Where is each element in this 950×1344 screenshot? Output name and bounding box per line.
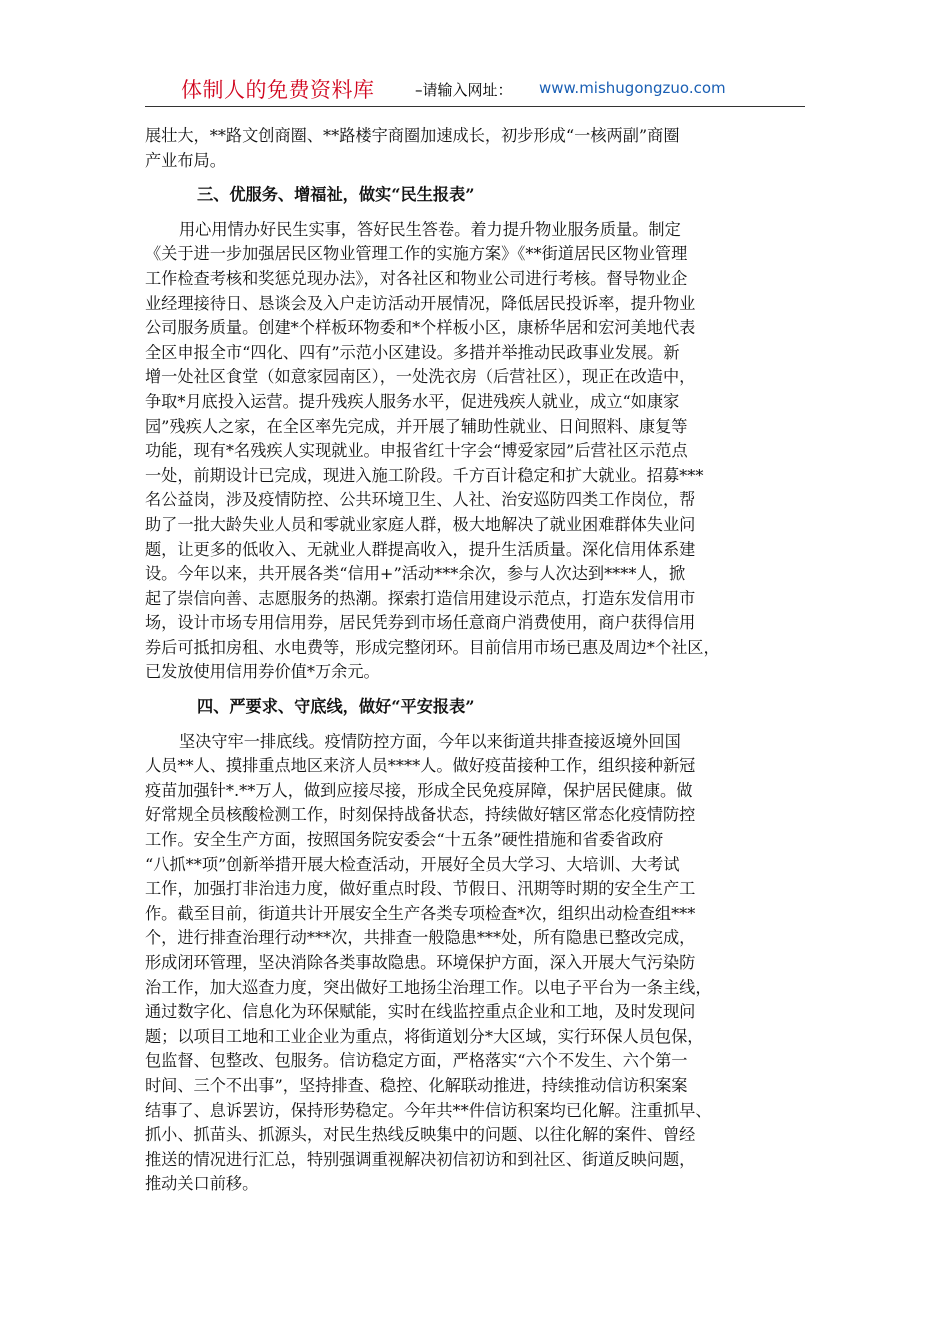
text-line: 公司服务质量。创建*个样板环物委和*个样板小区，康桥华居和宏河美地代表: [145, 318, 696, 338]
text-line: 券后可抵扣房租、水电费等，形成完整闭环。目前信用市场已惠及周边*个社区，: [145, 637, 720, 657]
text-line: 全区申报全市“四化、四有”示范小区建设。多措并举推动民政事业发展。新: [145, 342, 680, 362]
url-prompt: –请输入网址：: [415, 81, 513, 99]
brand-title: 体制人的免费资料库: [181, 78, 375, 102]
text-line: 工作检查考核和奖惩兑现办法》，对各社区和物业公司进行考核。督导物业企: [145, 268, 688, 288]
text-line: “八抓**项”创新举措开展大检查活动，开展好全员大学习、大培训、大考试: [145, 854, 680, 874]
text-line: 包监督、包整改、包服务。信访稳定方面，严格落实“六个不发生、六个第一: [145, 1051, 688, 1071]
text-line: 起了崇信向善、志愿服务的热潮。探索打造信用建设示范点，打造东发信用市: [145, 588, 696, 608]
document-body: [145, 124, 813, 1197]
text-line: 业经理接待日、恳谈会及入户走访活动开展情况，降低居民投诉率，提升物业: [145, 293, 696, 313]
text-line: 好常规全员核酸检测工作，时刻保持战备状态，持续做好辖区常态化疫情防控: [145, 805, 696, 825]
paragraph-section-4: [145, 730, 813, 1197]
text-line: 工作，加强打非治违力度，做好重点时段、节假日、汛期等时期的安全生产工: [145, 879, 696, 899]
text-line: 人员**人、摸排重点地区来济人员****人。做好疫苗接种工作，组织接种新冠: [145, 756, 696, 776]
text-line: 设。今年以来，共开展各类“信用+”活动***余次，参与人次达到****人，掀: [145, 564, 686, 584]
text-line: 用心用情办好民生实事，答好民生答卷。着力提升物业服务质量。制定: [179, 219, 681, 239]
text-line: 推送的情况进行汇总，特别强调重视解决初信初访和到社区、街道反映问题，: [145, 1149, 696, 1169]
text-line: 争取*月底投入运营。提升残疾人服务水平，促进残疾人就业，成立“如康家: [145, 391, 680, 411]
section-heading-3: 三、优服务、增福祉，做实“民生报表”: [197, 185, 475, 205]
text-line: 抓小、抓苗头、抓源头，对民生热线反映集中的问题、以往化解的案件、曾经: [145, 1125, 696, 1145]
page-header: [145, 72, 805, 107]
text-line: 时间、三个不出事”，坚持排查、稳控、化解联动推进，持续推动信访积案案: [145, 1075, 688, 1095]
text-line: 已发放使用信用券价值*万余元。: [145, 662, 380, 682]
text-line: 展壮大，**路文创商圈、**路楼宇商圈加速成长，初步形成“一核两副”商圈: [145, 126, 680, 145]
text-line: 产业布局。: [145, 150, 226, 170]
text-line: 通过数字化、信息化为环保赋能，实时在线监控重点企业和工地，及时发现问: [145, 1002, 696, 1022]
text-line: 坚决守牢一排底线。疫情防控方面，今年以来街道共排查接返境外回国: [179, 731, 681, 751]
text-line: 《关于进一步加强居民区物业管理工作的实施方案》《**街道居民区物业管理: [145, 244, 688, 264]
text-line: 功能，现有*名残疾人实现就业。申报省红十字会“博爱家园”后营社区示范点: [145, 441, 688, 461]
website-link[interactable]: www.mishugongzuo.com: [539, 79, 726, 97]
text-line: 场，设计市场专用信用券，居民凭券到市场任意商户消费使用，商户获得信用: [145, 613, 696, 633]
text-line: 题，让更多的低收入、无就业人群提高收入，提升生活质量。深化信用体系建: [145, 539, 696, 559]
text-line: 推动关口前移。: [145, 1174, 259, 1194]
text-line: 园”残疾人之家，在全区率先完成，并开展了辅助性就业、日间照料、康复等: [145, 416, 688, 436]
text-line: 作。截至目前，街道共计开展安全生产各类专项检查*次，组织出动检查组***: [145, 903, 696, 923]
text-line: 工作。安全生产方面，按照国务院安委会“十五条”硬性措施和省委省政府: [145, 830, 664, 850]
text-line: 结事了、息诉罢访，保持形势稳定。今年共**件信访积案均已化解。注重抓早、: [145, 1100, 712, 1120]
text-line: 形成闭环管理，坚决消除各类事故隐患。环境保护方面，深入开展大气污染防: [145, 953, 696, 972]
text-line: 个，进行排查治理行动***次，共排查一般隐患***处，所有隐患已整改完成，: [145, 928, 696, 948]
text-line: 疫苗加强针*.**万人，做到应接尽接，形成全民免疫屏障，保护居民健康。做: [145, 780, 693, 800]
text-line: 治工作，加大巡查力度，突出做好工地扬尘治理工作。以电子平台为一条主线，: [145, 977, 712, 997]
text-line: 增一处社区食堂（如意家园南区），一处洗衣房（后营社区），现正在改造中，: [145, 367, 696, 387]
text-line: 题；以项目工地和工业企业为重点，将街道划分*大区域，实行环保人员包保，: [145, 1026, 704, 1046]
text-line: 名公益岗，涉及疫情防控、公共环境卫生、人社、治安巡防四类工作岗位，帮: [145, 490, 696, 510]
text-line: 一处，前期设计已完成，现进入施工阶段。千方百计稳定和扩大就业。招募***: [145, 465, 704, 485]
text-line: 助了一批大龄失业人员和零就业家庭人群，极大地解决了就业困难群体失业问: [145, 514, 696, 534]
paragraph-section-3: [145, 218, 813, 685]
section-heading-4: 四、严要求、守底线，做好“平安报表”: [197, 697, 475, 717]
